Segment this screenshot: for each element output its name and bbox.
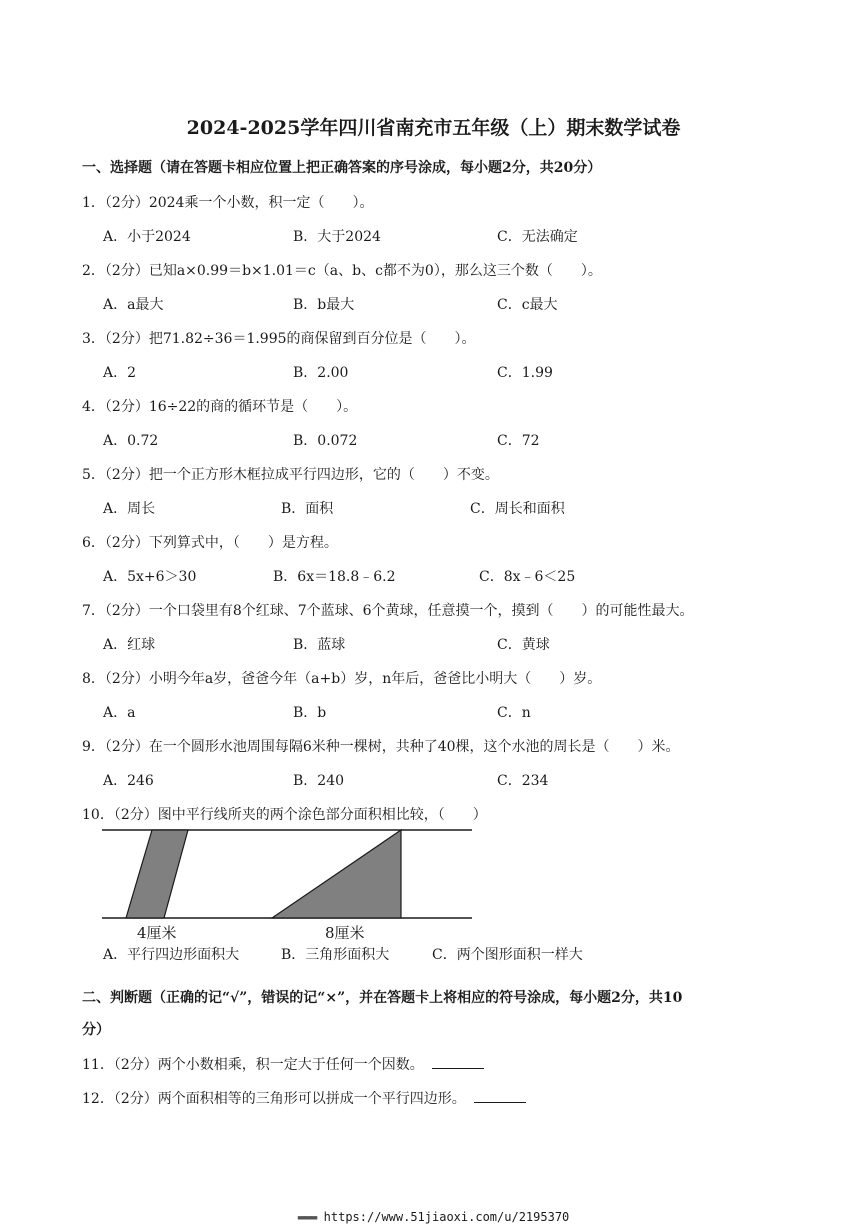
question-2-option-a[interactable]: A．a最大 — [103, 297, 164, 313]
question-4-option-b[interactable]: B．0.072 — [293, 433, 358, 449]
question-6-stem: 6．（2分）下列算式中，（ ）是方程。 — [82, 535, 338, 551]
page-footer — [0, 1210, 867, 1224]
question-4-option-c[interactable]: C．72 — [497, 433, 540, 449]
question-1-option-b[interactable]: B．大于2024 — [293, 229, 381, 245]
shaded-parallelogram — [126, 830, 188, 918]
question-4-option-a[interactable]: A．0.72 — [103, 433, 159, 449]
shaded-triangle — [272, 830, 401, 918]
question-10-option-c[interactable]: C．两个图形面积一样大 — [432, 947, 583, 963]
question-1-stem: 1．（2分）2024乘一个小数，积一定（ ）。 — [82, 195, 374, 211]
question-6-option-b[interactable]: B．6x＝18.8﹣6.2 — [273, 569, 396, 585]
question-9-option-a[interactable]: A．246 — [103, 773, 154, 789]
question-9-option-b[interactable]: B．240 — [293, 773, 345, 789]
site-logo: ▬▬▬ — [297, 1210, 317, 1224]
question-10-stem: 10．（2分）图中平行线所夹的两个涂色部分面积相比较，（ ） — [82, 807, 487, 823]
judgment-stem: 12．（2分）两个面积相等的三角形可以拼成一个平行四边形。 — [82, 1091, 466, 1107]
question-1-option-a[interactable]: A．小于2024 — [103, 229, 191, 245]
parallelogram-base-label: 4厘米 — [137, 924, 177, 942]
footer-url[interactable]: https://www.51jiaoxi.com/u/2195370 — [323, 1210, 570, 1224]
question-4-stem: 4．（2分）16÷22的商的循环节是（ ）。 — [82, 399, 358, 415]
question-7-option-c[interactable]: C．黄球 — [497, 637, 550, 653]
section-2-heading: 二、判断题（正确的记“√”，错误的记“×”，并在答题卡上将相应的符号涂成，每小题2分，共10 — [82, 990, 683, 1006]
question-8-stem: 8．（2分）小明今年a岁，爸爸今年（a+b）岁，n年后，爸爸比小明大（ ）岁。 — [82, 671, 602, 687]
question-8-option-c[interactable]: C．n — [497, 705, 531, 721]
question-5-option-a[interactable]: A．周长 — [103, 501, 156, 517]
question-9-stem: 9．（2分）在一个圆形水池周围每隔6米种一棵树，共种了40棵，这个水池的周长是（ ）米。 — [82, 739, 680, 755]
parallel-lines-figure — [100, 826, 480, 922]
question-7-option-a[interactable]: A．红球 — [103, 637, 156, 653]
section-2-heading-cont: 分） — [82, 1022, 110, 1038]
question-3-stem: 3．（2分）把71.82÷36＝1.995的商保留到百分位是（ ）。 — [82, 331, 476, 347]
question-5-stem: 5．（2分）把一个正方形木框拉成平行四边形，它的（ ）不变。 — [82, 467, 499, 483]
page-title: 2024-2025学年四川省南充市五年级（上）期末数学试卷 — [186, 117, 681, 139]
question-6-option-a[interactable]: A．5x+6＞30 — [103, 569, 197, 585]
question-5-option-c[interactable]: C．周长和面积 — [470, 501, 565, 517]
judgment-stem: 11．（2分）两个小数相乘，积一定大于任何一个因数。 — [82, 1057, 424, 1073]
question-7-stem: 7．（2分）一个口袋里有8个红球、7个蓝球、6个黄球，任意摸一个，摸到（ ）的可能性最大。 — [82, 603, 694, 619]
question-10-option-b[interactable]: B．三角形面积大 — [281, 947, 390, 963]
judgment-12 — [82, 1088, 526, 1108]
judgment-11 — [82, 1054, 484, 1074]
question-1-option-c[interactable]: C．无法确定 — [497, 229, 578, 245]
question-8-option-a[interactable]: A．a — [103, 705, 136, 721]
section-1-heading: 一、选择题（请在答题卡相应位置上把正确答案的序号涂成，每小题2分，共20分） — [82, 160, 602, 176]
question-3-option-b[interactable]: B．2.00 — [293, 365, 349, 381]
answer-blank[interactable] — [432, 1056, 484, 1069]
question-2-option-b[interactable]: B．b最大 — [293, 297, 355, 313]
question-10-option-a[interactable]: A．平行四边形面积大 — [103, 947, 240, 963]
question-3-option-a[interactable]: A．2 — [103, 365, 137, 381]
question-6-option-c[interactable]: C．8x﹣6＜25 — [479, 569, 576, 585]
question-9-option-c[interactable]: C．234 — [497, 773, 549, 789]
question-2-stem: 2．（2分）已知a×0.99＝b×1.01＝c（a、b、c都不为0），那么这三个数（ ）。 — [82, 263, 602, 279]
question-7-option-b[interactable]: B．蓝球 — [293, 637, 346, 653]
question-3-option-c[interactable]: C．1.99 — [497, 365, 553, 381]
question-8-option-b[interactable]: B．b — [293, 705, 327, 721]
question-5-option-b[interactable]: B．面积 — [281, 501, 334, 517]
triangle-base-label: 8厘米 — [325, 924, 365, 942]
answer-blank[interactable] — [474, 1090, 526, 1103]
question-2-option-c[interactable]: C．c最大 — [497, 297, 558, 313]
